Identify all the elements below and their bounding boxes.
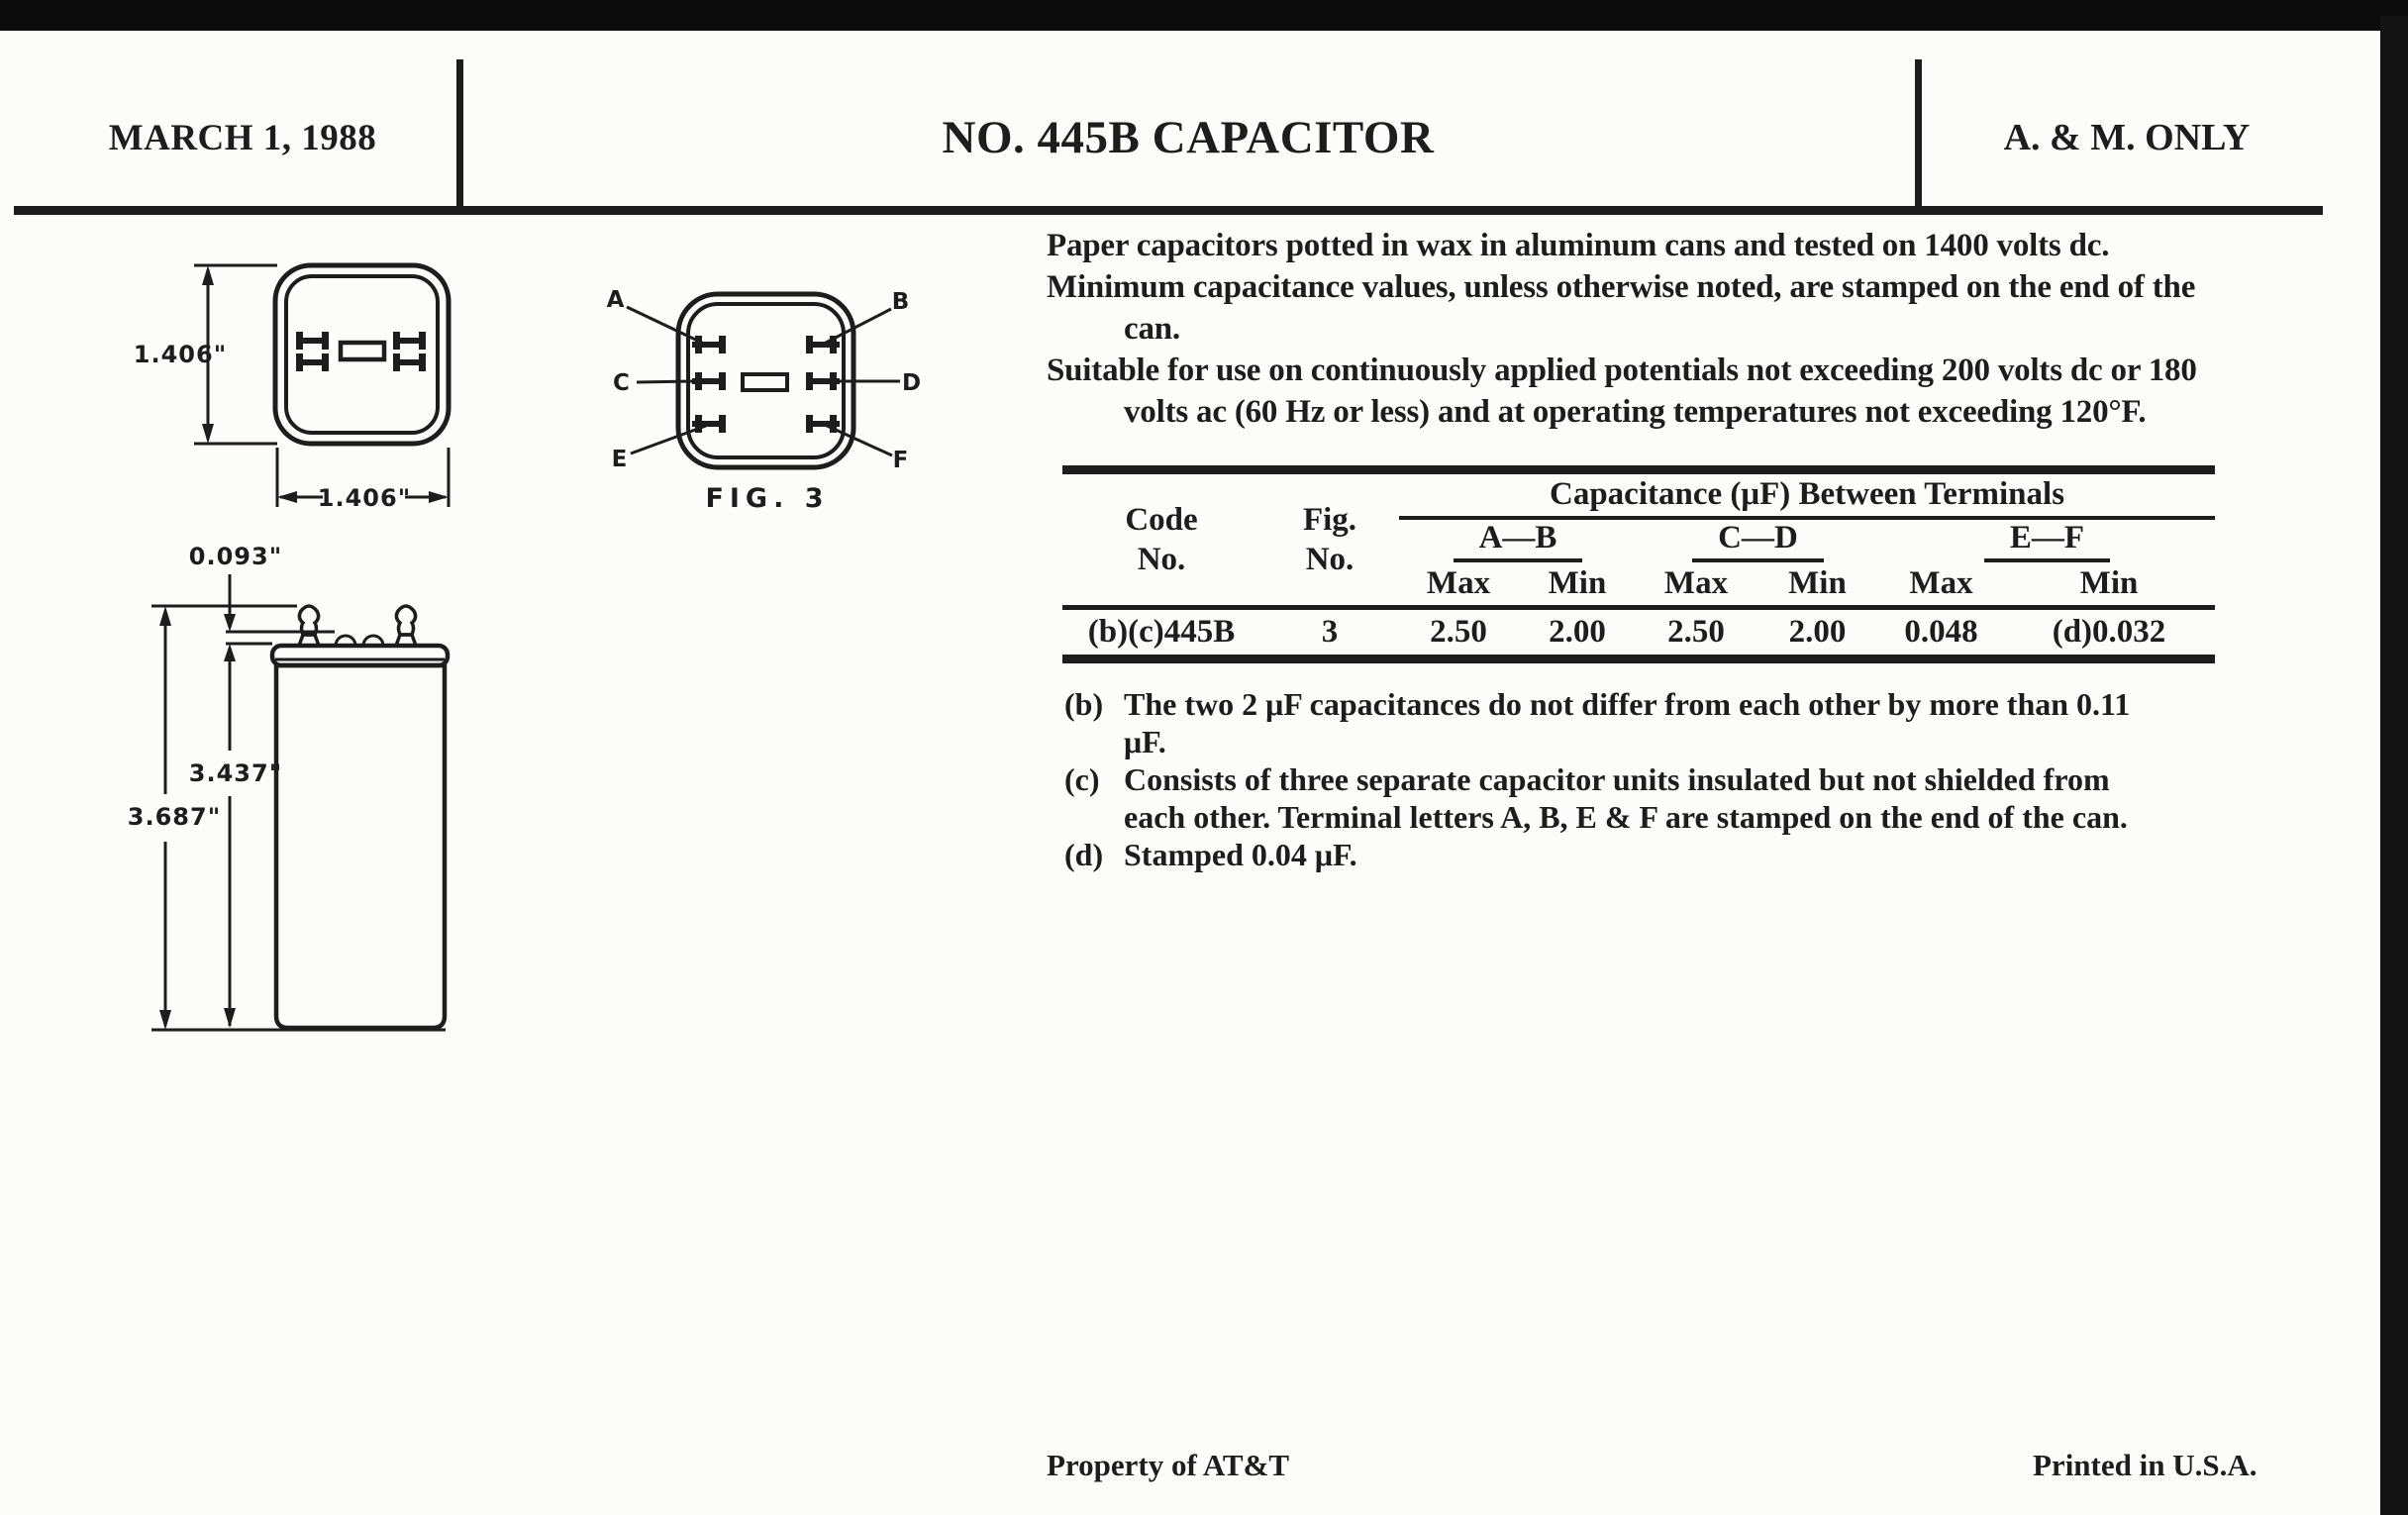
col-header-code: Code No.: [1062, 470, 1260, 608]
table-span-header: Capacitance (μF) Between Terminals: [1399, 470, 2215, 518]
cell-cd-max: 2.50: [1667, 614, 1725, 650]
terminal-pair-right: [393, 332, 426, 371]
intro-line: volts ac (60 Hz or less) and at operating temperatures not exceeding 120°F.: [1124, 394, 2147, 430]
dimension-label: 3.687": [127, 803, 222, 831]
header-divider-right: [1915, 59, 1922, 208]
dimension-label: 1.406": [317, 484, 412, 512]
terminal-label-f: F: [892, 448, 910, 473]
terminal-label-c: C: [613, 370, 631, 396]
terminal-label-a: A: [606, 287, 626, 313]
cell-ab-max: 2.50: [1430, 614, 1487, 650]
dimension-label: 0.093": [188, 543, 283, 570]
footnote-c: (c) Consists of three separate capacitor units insulated but not shielded from each other. Terminal letters A, B, E & F are stamped on the end of the can.: [1064, 761, 2128, 835]
col-header-fig: Fig. No.: [1260, 470, 1399, 608]
subcol-header: Max: [1399, 562, 1518, 608]
subcol-header: Max: [1637, 562, 1756, 608]
subcol-header: Min: [1756, 562, 1879, 608]
side-view-drawing: [119, 525, 475, 1050]
subcol-header: Min: [2003, 562, 2215, 608]
terminal-pair-left: [296, 332, 329, 371]
intro-line: Suitable for use on continuously applied potentials not exceeding 200 volts dc or 180: [1047, 353, 2197, 388]
intro-line: Paper capacitors potted in wax in aluminum cans and tested on 1400 volts dc.: [1047, 228, 2110, 263]
dimension-label: 3.437": [188, 759, 283, 787]
scan-top-bar: [0, 0, 2408, 31]
header-classification: A. & M. ONLY: [2003, 117, 2251, 158]
table-row: [1062, 608, 2215, 659]
terminal-label-e: E: [611, 447, 629, 472]
footer-printed-notice: Printed in U.S.A.: [2033, 1448, 2258, 1482]
footnote-d: (d) Stamped 0.04 μF.: [1064, 837, 1357, 872]
scan-right-edge-bar: [2380, 16, 2408, 1515]
figure-caption: FIG. 3: [705, 483, 830, 514]
capacitance-table: [1062, 465, 2215, 663]
dimension-label: 1.406": [133, 341, 228, 368]
terminal-label-d: D: [901, 370, 923, 396]
pair-header-cd: C—D: [1637, 518, 1879, 562]
terminal-post-left: [299, 606, 319, 646]
footer-property-notice: Property of AT&T: [1047, 1448, 1290, 1482]
terminals: [692, 336, 840, 433]
footnotes: [1064, 685, 2381, 873]
header-divider-left: [456, 59, 463, 208]
subcol-header: Min: [1518, 562, 1637, 608]
terminal-post-right: [396, 606, 416, 646]
terminal-label-b: B: [891, 289, 911, 315]
subcol-header: Max: [1879, 562, 2003, 608]
cell-code-no: (b)(c)445B: [1087, 614, 1236, 650]
cell-ef-max: 0.048: [1904, 614, 1978, 650]
center-slot: [341, 343, 384, 359]
top-view-drawing: [119, 246, 465, 528]
page-title: NO. 445B CAPACITOR: [942, 112, 1435, 163]
pair-header-ef: E—F: [1879, 518, 2215, 562]
cell-fig-no: 3: [1321, 614, 1339, 650]
cell-cd-min: 2.00: [1788, 614, 1847, 650]
pair-header-ab: A—B: [1399, 518, 1637, 562]
intro-paragraphs: [1047, 225, 2378, 433]
cell-ab-min: 2.00: [1549, 614, 1606, 650]
footnote-b: (b) The two 2 μF capacitances do not differ from each other by more than 0.11 μF.: [1064, 686, 2131, 759]
intro-line: Minimum capacitance values, unless otherwise noted, are stamped on the end of the: [1047, 269, 2196, 305]
cell-ef-min: (d)0.032: [2052, 614, 2166, 650]
center-slot: [743, 374, 787, 390]
header-date: MARCH 1, 1988: [108, 118, 377, 158]
intro-line: can.: [1124, 311, 1180, 347]
terminal-diagram: [589, 265, 931, 523]
header-rule: [14, 206, 2323, 215]
